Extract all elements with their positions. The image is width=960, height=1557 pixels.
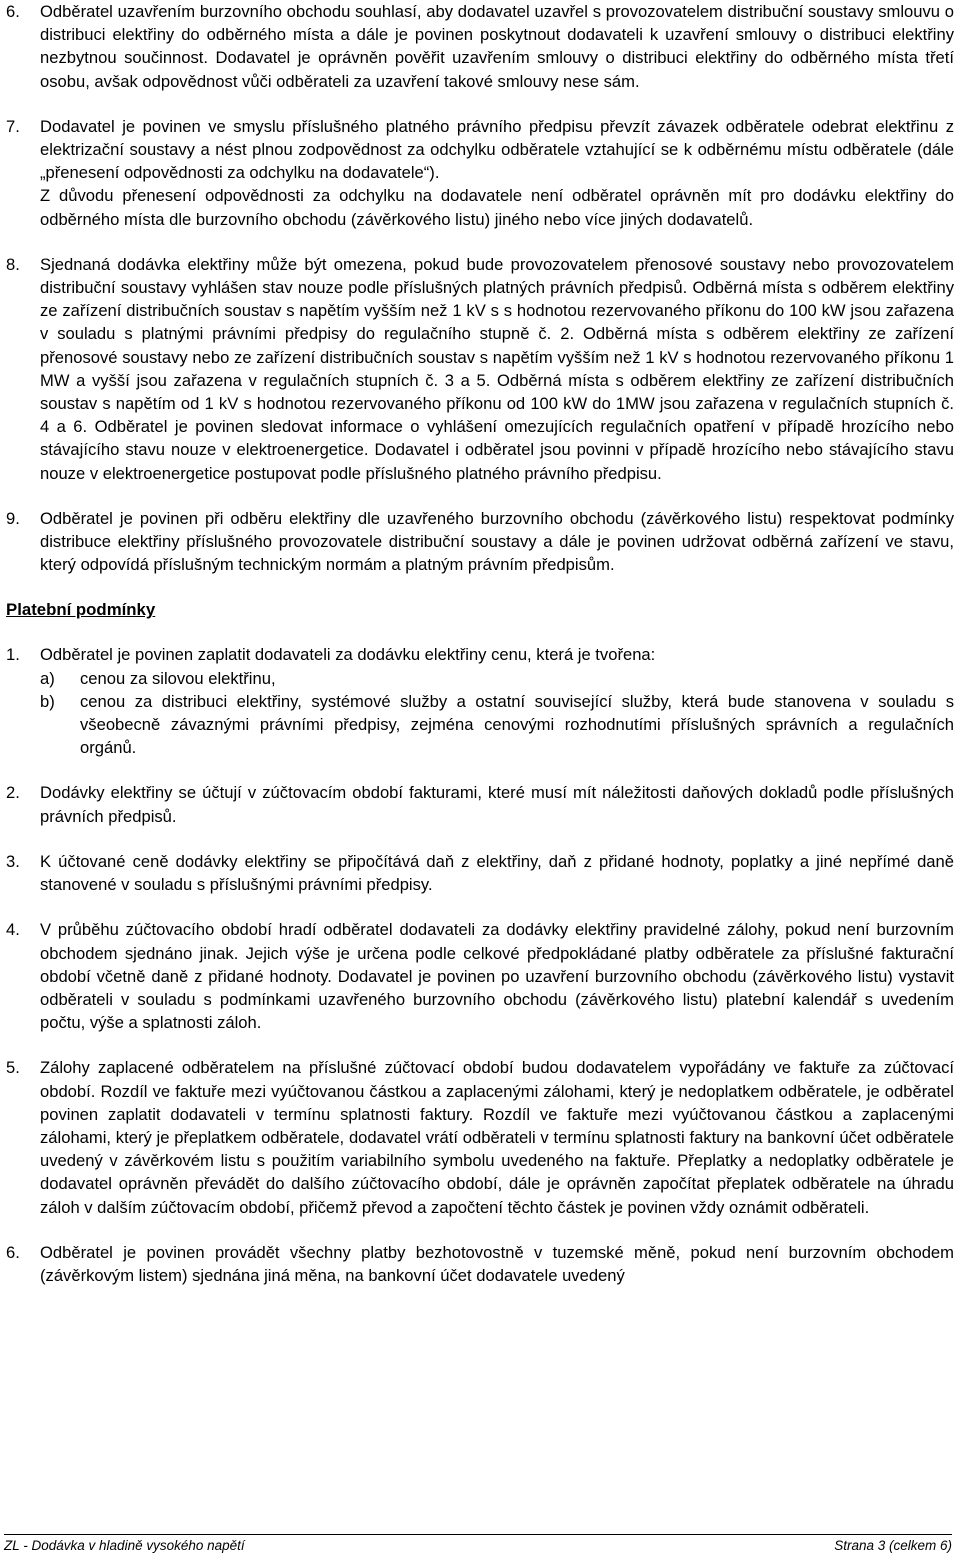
subitem-text: cenou za silovou elektřinu, — [80, 668, 276, 688]
clause-text: Dodávky elektřiny se účtují v zúčtovacím období fakturami, které musí mít náležitosti daňových dokladů podle příslušných právních předpisů. — [40, 783, 954, 826]
clause-number: 3. — [6, 851, 20, 871]
clause-text: Odběratel uzavřením burzovního obchodu souhlasí, aby dodavatel uzavřel s provozovatelem distribuční soustavy smlouvu o distribuci elektřiny do odběrného místa a dále je povinen poskytnout dodavateli k uzavření smlouvy o distribuci elektřiny nezbytnou součinnost. Dodavatel je oprávněn pověřit uzavřením smlouvy o distribuci elektřiny do odběrného místa třetí osobu, avšak odpovědnost vůči odběrateli za uzavření takové smlouvy nese sám. — [40, 2, 954, 91]
section-heading-payment-terms: Platební podmínky — [6, 600, 156, 620]
subitem-label: a) — [40, 668, 55, 688]
clause-text: Zálohy zaplacené odběratelem na příslušné zúčtovací období budou dodavatelem vypořádány ve faktuře za zúčtovací období. Rozdíl ve faktuře mezi vyúčtovanou částkou a zaplacenými zálohami, který je nedoplatkem odběratele, je odběratel povinen zaplatit dodavateli v termínu splatnosti faktury. Rozdíl ve faktuře mezi vyúčtovanou částkou a zaplacenými zálohami, který je přeplatkem odběratele, dodavatel vrátí odběrateli v termínu splatnosti faktury na bankovní účet odběratele uvedený v závěrkovém listu s použitím variabilního symbolu uvedeného na faktuře. Přeplatky a nedoplatky odběratele je dodavatel oprávněn převádět do dalšího zúčtovacího období, dále je oprávněn započítat přeplatek odběratele na úhradu záloh v dalším zúčtovacím období, přičemž převod a započtení těchto částek je povinen vždy oznámit odběrateli. — [40, 1058, 954, 1217]
clause-text: V průběhu zúčtovacího období hradí odběratel dodavateli za dodávky elektřiny pravidelné zálohy, pokud není burzovním obchodem sjednáno jinak. Jejich výše je určena podle celkové předpokládané platby odběratele za příslušné fakturační období včetně daně z přidané hodnoty. Dodavatel je povinen po uzavření burzovního obchodu (závěrkového listu) vystavit odběrateli v souladu s podmínkami uzavřeného burzovního obchodu (závěrkového listu) platební kalendář s uvedením počtu, výše a splatnosti záloh. — [40, 920, 954, 1033]
clause-number: 6. — [6, 2, 20, 21]
clause-number: 2. — [6, 783, 20, 803]
clause-text: Dodavatel je povinen ve smyslu příslušného platného právního předpisu převzít závazek odběratele odebrat elektřinu z elektrizační soustavy a nést plnou zodpovědnost za odchylku odběratele vztahující se k odběrnému místu odběratele (dále „přenesení odpovědnosti za odchylku na dodavatele“). — [40, 116, 954, 183]
clause-number: 1. — [6, 645, 20, 665]
clause-6 — [6, 0, 954, 93]
payment-clause-1 — [6, 643, 954, 759]
clause-text-continued: Z důvodu přenesení odpovědnosti za odchylku na dodavatele není odběratel oprávněn mít pro dodávku elektřiny do odběrného místa dle burzovního obchodu (závěrkového listu) jiného nebo více jiných dodavatelů. — [40, 186, 954, 229]
clause-number: 4. — [6, 920, 20, 940]
clause-8 — [6, 253, 954, 485]
subitem-text: cenou za distribuci elektřiny, systémové služby a ostatní související služby, která bude stanovena v souladu s všeobecně závaznými právními předpisy, zejména cenovými rozhodnutími příslušných správních a regulačních orgánů. — [80, 691, 954, 758]
footer-document-title: ZL - Dodávka v hladině vysokého napětí — [4, 1538, 245, 1553]
clause-text: Odběratel je povinen při odběru elektřiny dle uzavřeného burzovního obchodu (závěrkového listu) respektovat podmínky distribuce elektřiny příslušného provozovatele distribuční soustavy a dále je povinen udržovat odběrná zařízení ve stavu, který odpovídá příslušným technickým normám a platným právním předpisům. — [40, 508, 954, 575]
clause-text: Odběratel je povinen zaplatit dodavateli za dodávku elektřiny cenu, která je tvořena: — [40, 645, 656, 665]
payment-clause-2 — [6, 781, 954, 827]
subitem-label: b) — [40, 691, 55, 711]
footer-page-number: Strana 3 (celkem 6) — [834, 1538, 952, 1553]
clause-text: K účtované ceně dodávky elektřiny se připočítává daň z elektřiny, daň z přidané hodnoty, poplatky a jiné nepřímé daně stanovené v souladu s příslušnými právními předpisy. — [40, 851, 954, 895]
subitem-b — [40, 690, 954, 760]
document-body — [6, 0, 954, 1309]
clause-number: 8. — [6, 254, 20, 274]
clause-number: 5. — [6, 1058, 20, 1078]
clause-number: 7. — [6, 116, 20, 136]
clause-text: Odběratel je povinen provádět všechny platby bezhotovostně v tuzemské měně, pokud není burzovním obchodem (závěrkovým listem) sjednána jiná měna, na bankovní účet dodavatele uvedený — [40, 1242, 954, 1285]
clause-7 — [6, 115, 954, 231]
clause-text: Sjednaná dodávka elektřiny může být omezena, pokud bude provozovatelem přenosové soustavy nebo provozovatelem distribuční soustavy vyhlášen stav nouze podle příslušných platných právních předpisů. Odběrná místa s odběrem elektřiny ze zařízení distribučních soustav s napětím vyšším než 1 kV s s hodnotou rezervovaného příkonu do 100 kW jsou zařazena v souladu s platnými právními předpisy do regulačního stupně č. 2. Odběrná místa s odběrem elektřiny ze zařízení přenosové soustavy nebo ze zařízení distribučních soustav s napětím vyšším než 1 kV s hodnotou rezervovaného příkonu 1 MW a vyšší jsou zařazena v regulačních stupních č. 3 a 5. Odběrná místa s odběrem elektřiny ze zařízení distribučních soustav s napětím od 1 kV s hodnotou rezervovaného příkonu od 100 kW do 1MW jsou zařazena v regulačních stupních č. 4 a 6. Odběratel je povinen sledovat informace o vyhlášení omezujících regulačních opatření v případě hrozícího nebo stávajícího stavu nouze v elektroenergetice. Dodavatel i odběratel jsou povinni v případě hrozícího nebo stávajícího stavu nouze v elektroenergetice postupovat podle příslušného platného právního předpisu. — [40, 254, 954, 483]
subitem-a — [40, 667, 954, 690]
clause-9 — [6, 507, 954, 577]
clause-number: 6. — [6, 1242, 20, 1262]
page-footer — [4, 1534, 952, 1553]
payment-clause-3 — [6, 850, 954, 896]
payment-clause-5 — [6, 1056, 954, 1218]
payment-clause-6 — [6, 1241, 954, 1287]
clause-number: 9. — [6, 508, 20, 528]
payment-clause-4 — [6, 918, 954, 1034]
